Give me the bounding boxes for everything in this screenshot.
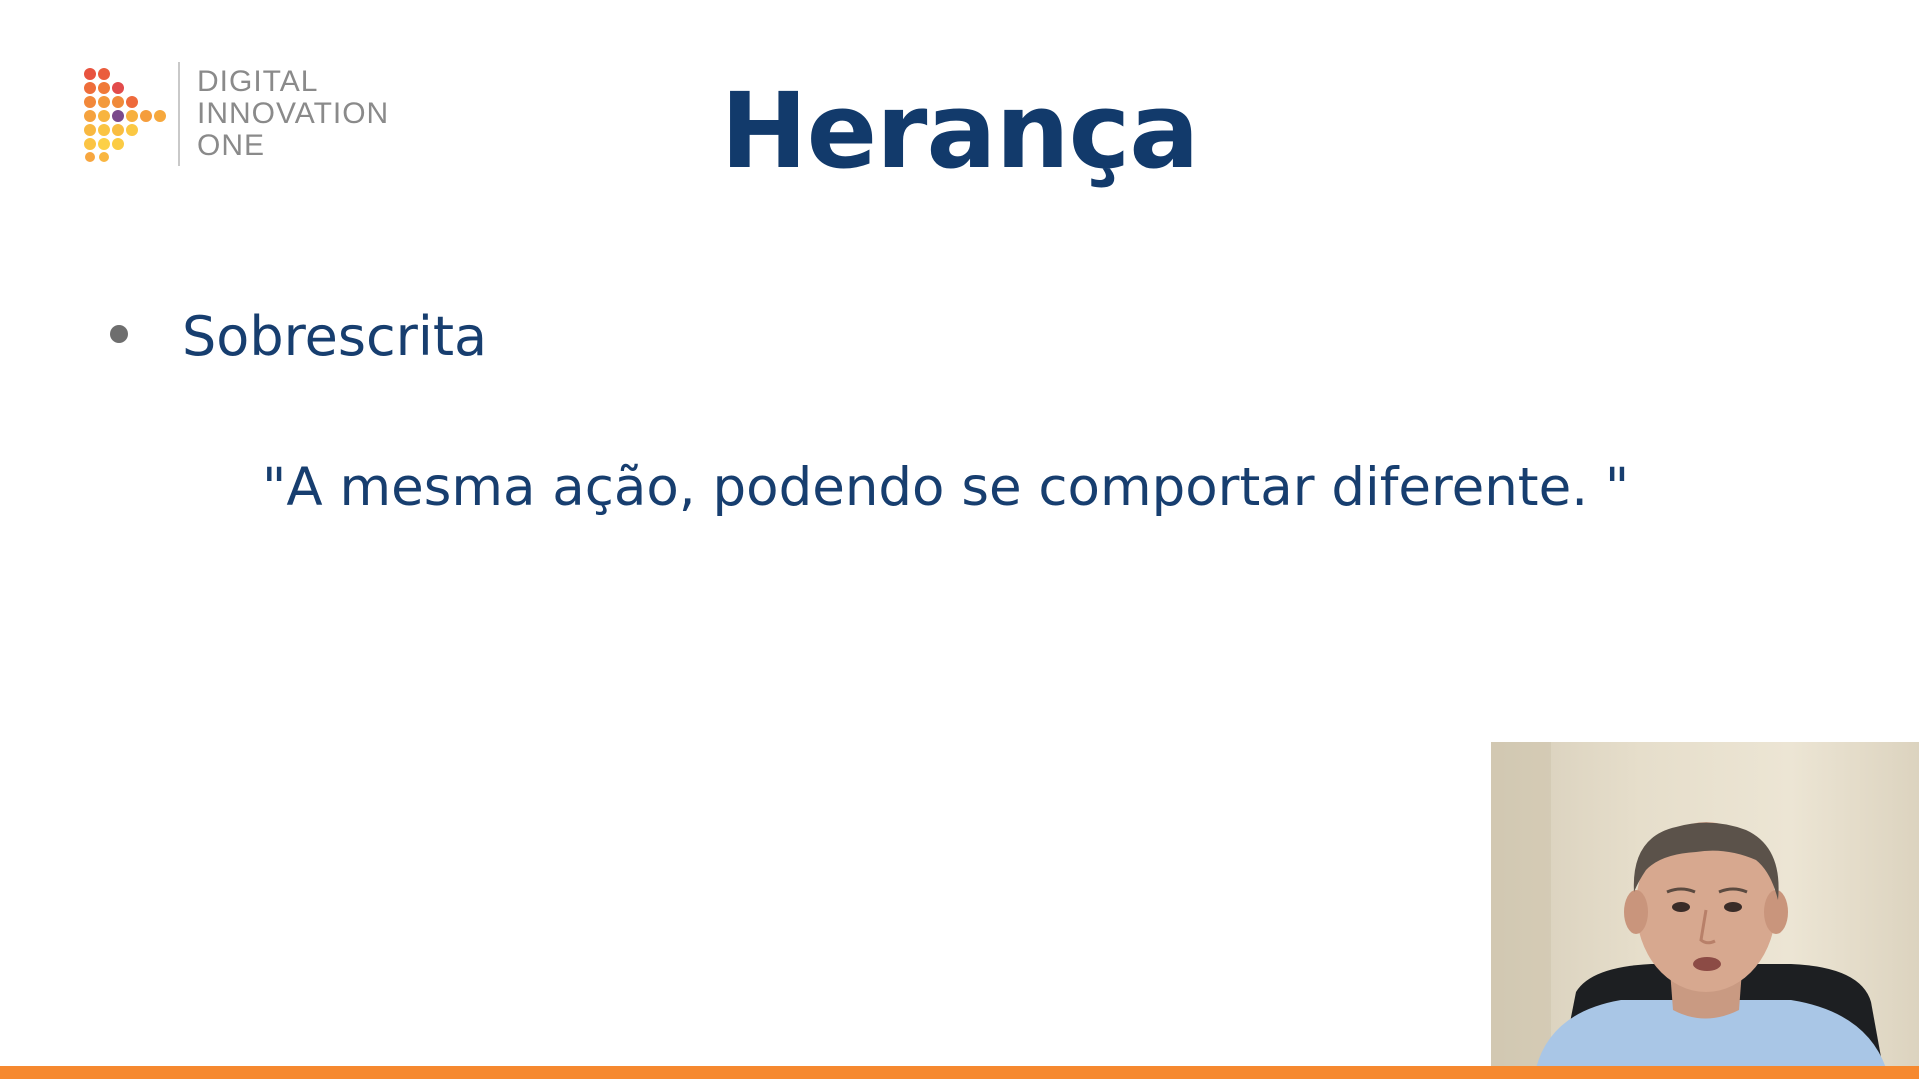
bullet-item	[110, 305, 487, 368]
logo-line-1: DIGITAL	[197, 65, 319, 98]
bullet-text: Sobrescrita	[182, 305, 488, 368]
logo-line-3: ONE	[197, 129, 266, 162]
bottom-accent-bar	[0, 1066, 1919, 1079]
presenter-webcam	[1491, 742, 1919, 1068]
presenter-video-icon	[1491, 742, 1919, 1068]
quote-text: "A mesma ação, podendo se comportar diferente. "	[262, 457, 1630, 518]
slide-title: Herança	[720, 70, 1199, 192]
logo-line-2: INNOVATION	[197, 97, 390, 130]
bullet-dot-icon	[110, 325, 128, 343]
